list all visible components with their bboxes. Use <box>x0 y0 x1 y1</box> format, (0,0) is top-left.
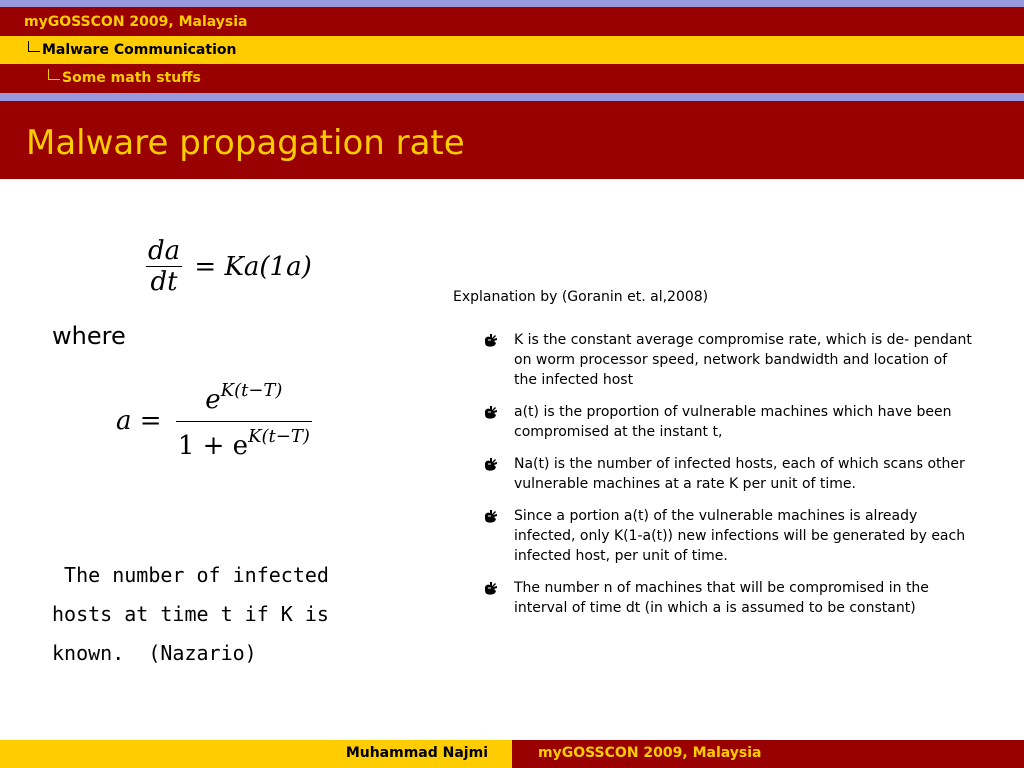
pointing-hand-icon <box>482 455 502 475</box>
pointing-hand-icon <box>482 579 502 599</box>
explanation-heading: Explanation by (Goranin et. al,2008) <box>453 289 709 305</box>
infected-hosts-note: The number of infected hosts at time t if K is known. (Nazario) <box>52 563 329 665</box>
equation-rate <box>146 236 312 297</box>
logistic-numerator <box>176 380 312 421</box>
breadcrumb-level-1[interactable] <box>0 7 1024 36</box>
denominator-exponent: K(t−T) <box>248 426 310 447</box>
list-item-text: a(t) is the proportion of vulnerable machines which have been compromised at the instant t, <box>514 404 952 440</box>
logistic-denominator <box>176 421 312 461</box>
footer-author-label: Muhammad Najmi <box>345 745 488 761</box>
footer <box>0 740 1024 768</box>
list-item <box>482 402 972 442</box>
breadcrumb-level-2-label: Malware Communication <box>42 42 237 58</box>
list-item <box>482 578 972 618</box>
tree-elbow-icon <box>28 41 40 52</box>
list-item-text: The number n of machines that will be compromised in the interval of time dt (in which a is assumed to be constant) <box>514 580 929 616</box>
derivative-fraction <box>146 236 182 297</box>
denominator-base: 1 + e <box>177 431 249 461</box>
fraction-denominator: dt <box>146 266 182 297</box>
breadcrumb-level-3[interactable] <box>0 64 1024 93</box>
pointing-hand-icon <box>482 331 502 351</box>
pointing-hand-icon <box>482 403 502 423</box>
list-item <box>482 330 972 390</box>
breadcrumb-level-2[interactable] <box>0 36 1024 64</box>
list-item-text: K is the constant average compromise rate, which is de- pendant on worm processor speed, network bandwidth and location of the infected host <box>514 332 972 388</box>
tree-elbow-icon <box>48 69 60 80</box>
list-item <box>482 454 972 494</box>
numerator-base: e <box>205 385 221 415</box>
top-accent-strip <box>0 0 1024 7</box>
numerator-exponent: K(t−T) <box>220 380 283 401</box>
footer-event-label: myGOSSCON 2009, Malaysia <box>538 745 762 761</box>
breadcrumb-level-1-label: myGOSSCON 2009, Malaysia <box>24 14 248 30</box>
where-label: where <box>52 322 126 350</box>
explanation-list <box>482 330 972 630</box>
equation-logistic <box>116 380 312 461</box>
equation-rhs: = Ka(1a) <box>194 251 312 282</box>
mid-accent-strip <box>0 93 1024 101</box>
breadcrumb-level-3-label: Some math stuffs <box>62 70 201 86</box>
list-item <box>482 506 972 566</box>
logistic-fraction <box>176 380 312 461</box>
fraction-numerator: da <box>148 236 181 266</box>
footer-author[interactable] <box>0 740 512 768</box>
list-item-text: Since a portion a(t) of the vulnerable machines is already infected, only K(1-a(t)) new infections will be generated by each infected host, per unit of time. <box>514 508 966 564</box>
equation-lhs: a = <box>116 405 162 436</box>
slide-title: Malware propagation rate <box>26 123 465 163</box>
footer-event[interactable] <box>512 740 1024 768</box>
pointing-hand-icon <box>482 507 502 527</box>
list-item-text: Na(t) is the number of infected hosts, each of which scans other vulnerable machines at a rate K per unit of time. <box>514 456 965 492</box>
